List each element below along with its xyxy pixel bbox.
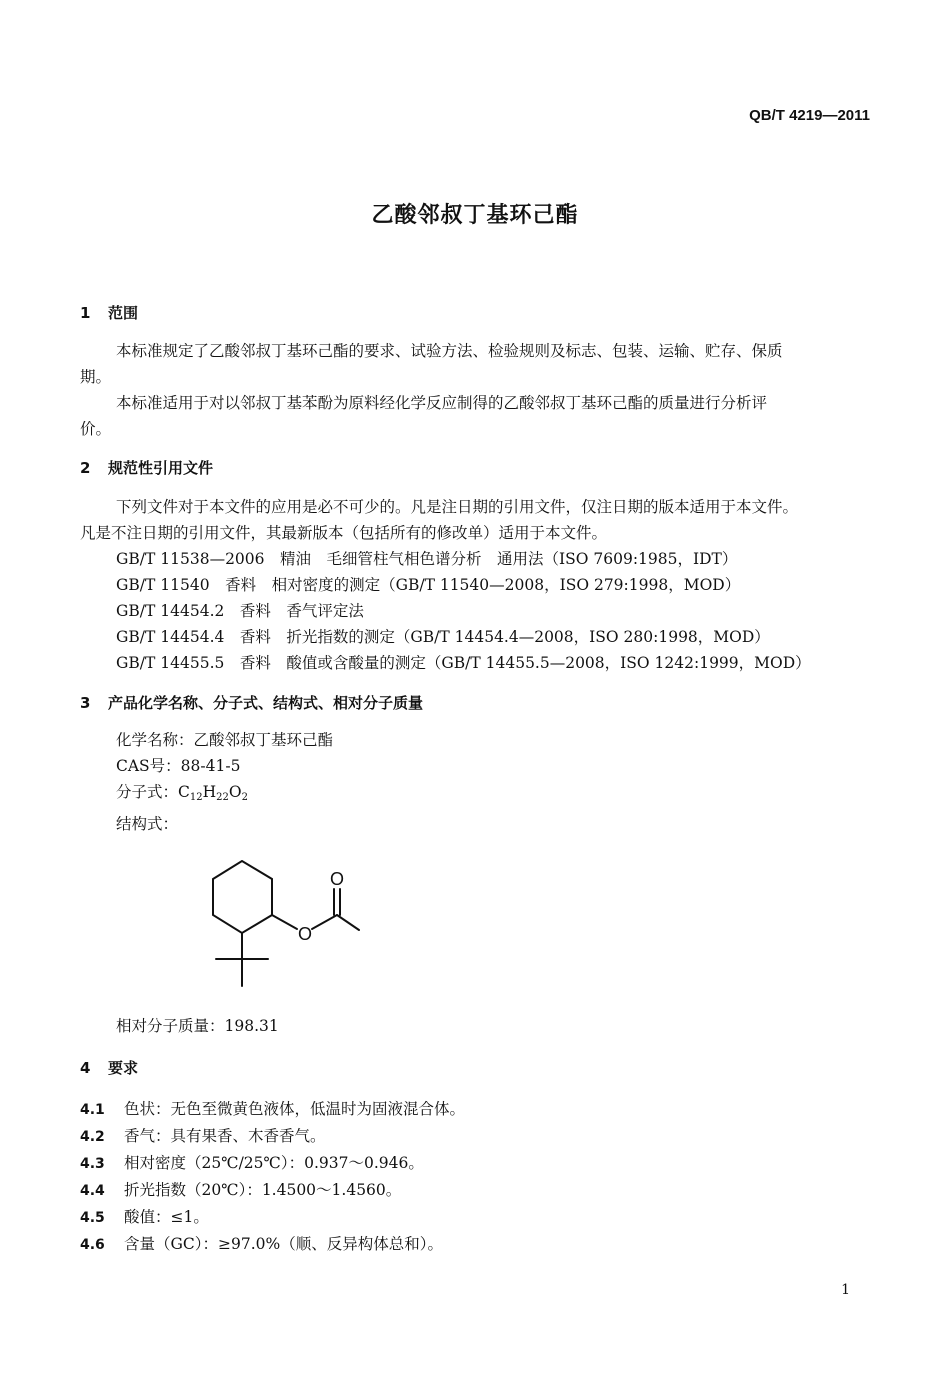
page-number: 1 — [841, 1282, 850, 1298]
paragraph-line: 本标准适用于对以邻叔丁基苯酚为原料经化学反应制得的乙酸邻叔丁基环己酯的质量进行分析评 — [116, 394, 768, 412]
ester-carbonyl-bond — [312, 915, 337, 929]
requirement-number: 4.3 — [80, 1156, 105, 1172]
requirement-item — [80, 1231, 465, 1258]
cas-number: CAS号：88-41-5 — [116, 757, 241, 775]
requirement-text: 折光指数（20℃）：1.4500～1.4560。 — [124, 1181, 402, 1199]
molecular-formula — [116, 779, 333, 811]
requirement-text: 香气：具有果香、木香香气。 — [124, 1127, 326, 1145]
requirement-item — [80, 1150, 465, 1177]
formula-subscript: 22 — [216, 792, 229, 803]
requirement-item — [80, 1204, 465, 1231]
chemical-info — [116, 727, 333, 837]
requirement-number: 4.1 — [80, 1102, 105, 1118]
ester-oxygen-bond — [272, 915, 297, 929]
paragraph-line: 价。 — [80, 420, 112, 438]
requirement-text: 酸值：≤1。 — [124, 1208, 209, 1226]
paragraph-line: 本标准规定了乙酸邻叔丁基环己酯的要求、试验方法、检验规则及标志、包装、运输、贮存、保质 — [116, 342, 783, 360]
chemical-name: 化学名称：乙酸邻叔丁基环己酯 — [116, 731, 334, 749]
section-number: 4 — [80, 1059, 91, 1077]
molecular-mass: 相对分子质量：198.31 — [116, 1017, 279, 1035]
paragraph-line: 期。 — [80, 368, 112, 386]
reference-item: GB/T 14454.4 香料 折光指数的测定（GB/T 14454.4—2008，ISO 280:1998，MOD） — [116, 628, 770, 646]
formula-element: C — [178, 783, 190, 801]
reference-list — [116, 546, 811, 676]
reference-item: GB/T 11540 香料 相对密度的测定（GB/T 11540—2008，ISO 279:1998，MOD） — [116, 576, 741, 594]
section-2-heading — [80, 457, 213, 478]
requirement-item — [80, 1096, 465, 1123]
requirement-number: 4.4 — [80, 1183, 105, 1199]
section-1-heading — [80, 302, 138, 323]
structure-atom-o: O — [329, 869, 345, 889]
structural-formula — [200, 860, 380, 1000]
section-title: 产品化学名称、分子式、结构式、相对分子质量 — [108, 694, 424, 712]
requirement-item — [80, 1177, 465, 1204]
section-number: 3 — [80, 694, 91, 712]
standard-number: QB/T 4219—2011 — [749, 107, 870, 124]
structure-label: 结构式： — [116, 815, 179, 833]
requirement-number: 4.2 — [80, 1129, 105, 1145]
requirement-number: 4.6 — [80, 1237, 105, 1253]
section-1-paragraph-1 — [80, 338, 870, 390]
requirement-number: 4.5 — [80, 1210, 105, 1226]
formula-element: H — [202, 783, 217, 801]
requirement-text: 含量（GC）：≥97.0%（顺、反异构体总和）。 — [124, 1235, 443, 1253]
requirement-text: 相对密度（25℃/25℃）：0.937～0.946。 — [124, 1154, 424, 1172]
section-3-heading — [80, 692, 423, 713]
section-title: 范围 — [108, 304, 139, 322]
paragraph-line: 凡是不注日期的引用文件，其最新版本（包括所有的修改单）适用于本文件。 — [80, 524, 608, 542]
reference-item: GB/T 11538—2006 精油 毛细管柱气相色谱分析 通用法（ISO 7609:1985，IDT） — [116, 550, 738, 568]
requirement-item — [80, 1123, 465, 1150]
formula-subscript: 12 — [189, 792, 203, 803]
formula-element: O — [228, 783, 242, 801]
methyl-bond — [337, 915, 359, 930]
section-title: 规范性引用文件 — [108, 459, 214, 477]
section-number: 1 — [80, 304, 91, 322]
requirement-text: 色状：无色至微黄色液体，低温时为固液混合体。 — [124, 1100, 466, 1118]
formula-label: 分子式： — [116, 783, 179, 801]
section-2-intro — [80, 494, 870, 546]
section-1-paragraph-2 — [80, 390, 870, 442]
formula-subscript: 2 — [241, 792, 248, 803]
reference-item: GB/T 14454.2 香料 香气评定法 — [116, 602, 364, 620]
section-title: 要求 — [108, 1059, 139, 1077]
document-title: 乙酸邻叔丁基环己酯 — [371, 203, 579, 228]
section-4-heading — [80, 1057, 138, 1078]
cyclohexane-ring — [213, 861, 272, 933]
reference-item: GB/T 14455.5 香料 酸值或含酸量的测定（GB/T 14455.5—2008，ISO 1242:1999，MOD） — [116, 654, 811, 672]
paragraph-line: 下列文件对于本文件的应用是必不可少的。凡是注日期的引用文件，仅注日期的版本适用于本文件。 — [116, 498, 799, 516]
requirements-list — [80, 1096, 465, 1258]
section-number: 2 — [80, 459, 91, 477]
structure-atom-o: O — [297, 924, 313, 944]
